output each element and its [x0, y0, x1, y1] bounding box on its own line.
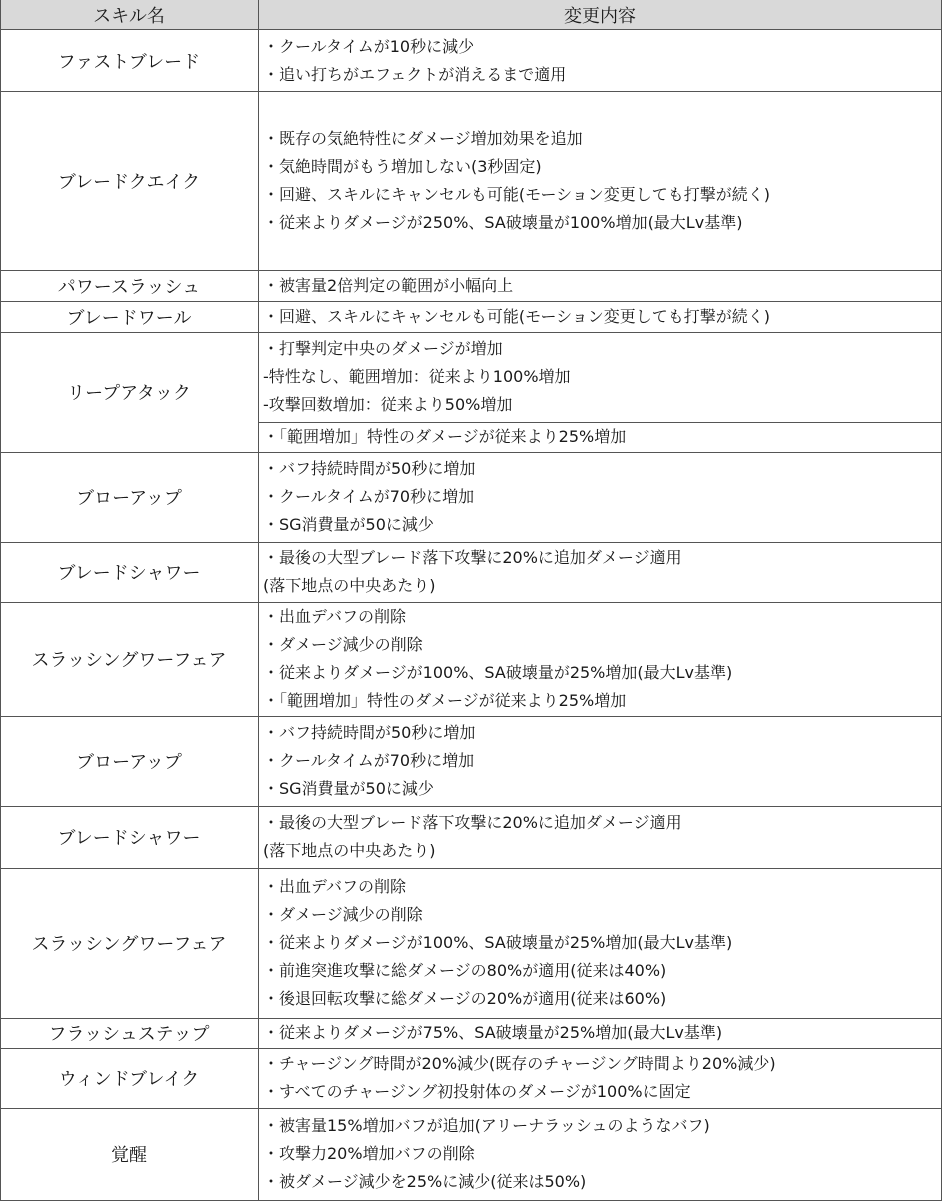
change-content-cell: [258, 1048, 942, 1108]
skill-name-cell: ブレードクエイク: [57, 171, 201, 193]
skill-name-cell: リープアタック: [67, 383, 191, 404]
change-line: ・打撃判定中央のダメージが増加: [263, 339, 503, 358]
skill-name-cell: ブローアップ: [76, 752, 182, 773]
change-line: (落下地点の中央あたり): [263, 841, 436, 860]
skill-name-cell: フラッシュステップ: [48, 1024, 210, 1045]
change-content-cell: [258, 542, 942, 602]
change-content-cell: [258, 1018, 942, 1048]
change-line: ・クールタイムが10秒に減少: [263, 36, 475, 56]
change-line: ・被害量15%増加バフが追加(アリーナラッシュのようなバフ): [263, 1116, 710, 1135]
change-content-cell: [258, 868, 942, 1018]
column-divider: [0, 0, 1, 1200]
change-line: ・従来よりダメージが250%、SA破壊量が100%増加(最大Lv基準): [263, 212, 743, 232]
change-content-cell: [258, 1108, 942, 1200]
change-line: ・クールタイムが70秒に増加: [263, 751, 475, 770]
change-line: ・被ダメージ減少を25%に減少(従来は50%): [263, 1172, 587, 1191]
change-line: ・バフ持続時間が50秒に増加: [263, 459, 476, 478]
change-line: ・最後の大型ブレード落下攻撃に20%に追加ダメージ適用: [263, 548, 682, 567]
skill-name-cell: ブレードシャワー: [57, 563, 201, 584]
change-line: (落下地点の中央あたり): [263, 576, 436, 595]
change-content-cell: [258, 716, 942, 806]
change-line: ・ダメージ減少の削除: [263, 635, 423, 654]
change-line: ・すべてのチャージング初投射体のダメージが100%に固定: [263, 1082, 691, 1101]
change-line: ・従来よりダメージが75%、SA破壊量が25%増加(最大Lv基準): [263, 1023, 723, 1042]
header-skill-name: スキル名: [0, 0, 258, 30]
skill-name-cell: ブレードワール: [66, 307, 192, 329]
change-content-cell: [258, 332, 942, 422]
change-line: ・クールタイムが70秒に増加: [263, 487, 475, 506]
change-line: ・SG消費量が50に減少: [263, 515, 434, 534]
header-change-content: 変更内容: [258, 0, 942, 30]
skill-name-cell: 覚醒: [111, 1145, 147, 1166]
change-line: ・SG消費量が50に減少: [263, 779, 434, 798]
skill-name-cell: ウィンドブレイク: [58, 1069, 200, 1090]
change-line: ・チャージング時間が20%減少(既存のチャージング時間より20%減少): [263, 1054, 776, 1073]
change-content-cell: [258, 806, 942, 868]
change-content-cell: [258, 422, 942, 452]
change-content-cell: [258, 602, 942, 716]
skill-name-cell: ブレードシャワー: [57, 828, 201, 849]
change-line: ・追い打ちがエフェクトが消えるまで適用: [263, 64, 567, 84]
change-content-cell: [258, 270, 942, 301]
column-divider: [258, 0, 259, 1200]
change-line: ・出血デバフの削除: [263, 877, 407, 896]
change-line: ・従来よりダメージが100%、SA破壊量が25%増加(最大Lv基準): [263, 933, 733, 952]
skill-name-cell: スラッシングワーフェア: [31, 934, 227, 955]
change-line: -攻撃回数増加：従来より50%増加: [263, 395, 513, 414]
change-line: ・バフ持続時間が50秒に増加: [263, 723, 476, 742]
change-line: ・被害量2倍判定の範囲が小幅向上: [263, 275, 514, 295]
change-line: ・従来よりダメージが100%、SA破壊量が25%増加(最大Lv基準): [263, 663, 733, 682]
change-line: ・最後の大型ブレード落下攻撃に20%に追加ダメージ適用: [263, 813, 682, 832]
skill-name-cell: ブローアップ: [76, 488, 182, 509]
skill-name-cell: パワースラッシュ: [57, 276, 201, 298]
change-line: ・ダメージ減少の削除: [263, 905, 423, 924]
change-line: ・気絶時間がもう増加しない(3秒固定): [263, 156, 542, 176]
change-line: ・出血デバフの削除: [263, 607, 407, 626]
change-line: ・前進突進攻撃に総ダメージの80%が適用(従来は40%): [263, 961, 667, 980]
skill-name-cell: スラッシングワーフェア: [31, 650, 227, 671]
change-line: ・攻撃力20%増加バフの削除: [263, 1144, 475, 1163]
skill-name-cell: ファストブレード: [57, 51, 201, 73]
change-content-cell: [258, 91, 942, 270]
change-line: ・後退回転攻撃に総ダメージの20%が適用(従来は60%): [263, 989, 667, 1008]
change-line: ・「範囲増加」特性のダメージが従来より25%増加: [263, 427, 627, 446]
change-line: ・既存の気絶特性にダメージ増加効果を追加: [263, 128, 583, 148]
change-line: -特性なし、範囲増加：従来より100%増加: [263, 367, 571, 386]
change-line: ・回避、スキルにキャンセルも可能(モーション変更しても打撃が続く): [263, 184, 771, 204]
change-content-cell: [258, 301, 942, 332]
change-content-cell: [258, 452, 942, 542]
change-content-cell: [258, 30, 942, 91]
change-line: ・「範囲増加」特性のダメージが従来より25%増加: [263, 691, 627, 710]
change-line: ・回避、スキルにキャンセルも可能(モーション変更しても打撃が続く): [263, 306, 771, 326]
